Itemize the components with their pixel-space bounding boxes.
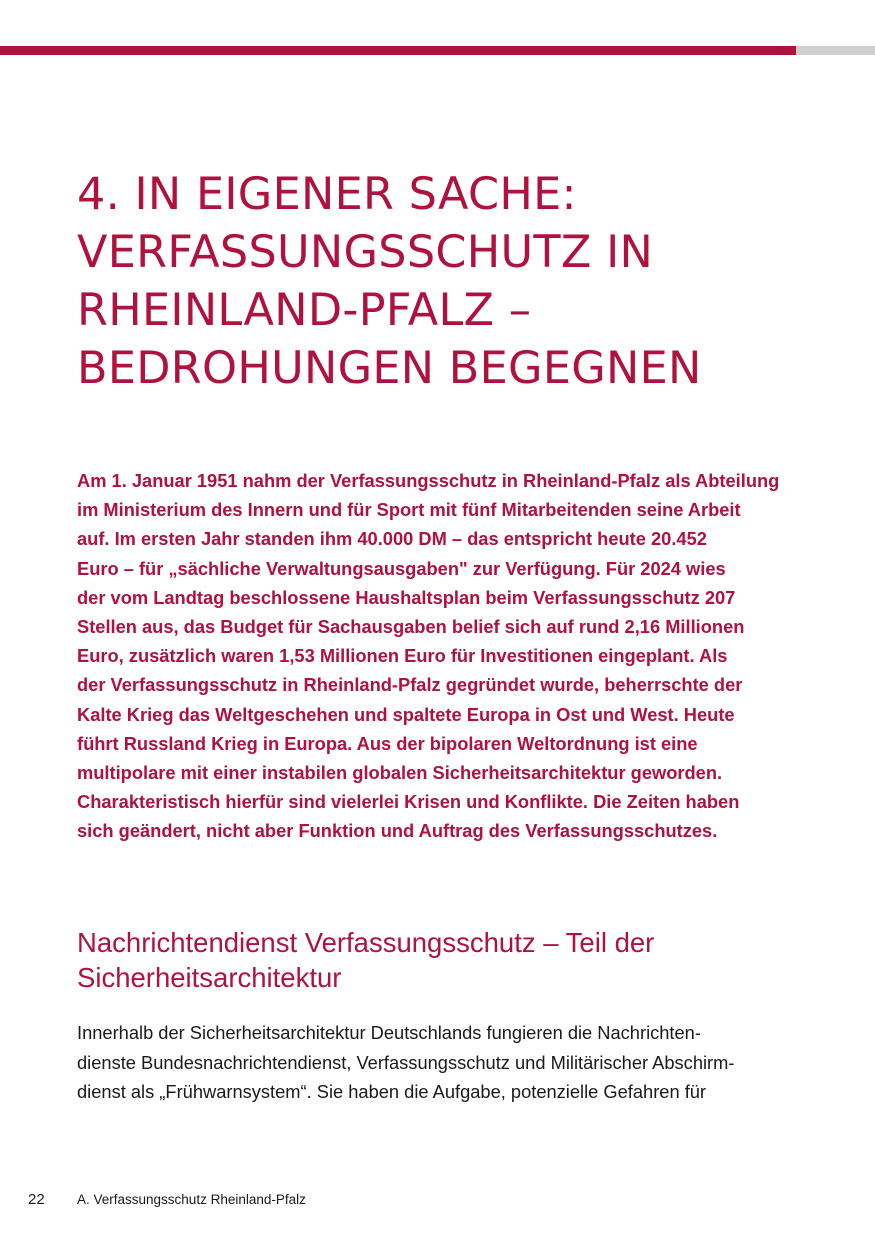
intro-line: Stellen aus, das Budget für Sachausgaben belief sich auf rund 2,16 Millionen	[77, 616, 745, 638]
intro-line: der Verfassungsschutz in Rheinland-Pfalz gegründet wurde, beherrschte der	[77, 674, 743, 696]
intro-paragraph	[77, 466, 837, 846]
intro-line: multipolare mit einer instabilen globalen Sicherheitsarchitektur geworden.	[77, 762, 723, 784]
header-secondary-bar	[796, 46, 875, 55]
intro-line: auf. Im ersten Jahr standen ihm 40.000 DM – das entspricht heute 20.452	[77, 528, 707, 550]
intro-line: sich geändert, nicht aber Funktion und Auftrag des Verfassungsschutzes.	[77, 820, 718, 842]
section-heading-line: Nachrichtendienst Verfassungsschutz – Teil der	[77, 927, 655, 958]
intro-line: Am 1. Januar 1951 nahm der Verfassungsschutz in Rheinland-Pfalz als Abteilung	[77, 470, 780, 491]
chapter-title-line: BEDROHUNGEN BEGEGNEN	[77, 343, 702, 394]
intro-line: im Ministerium des Innern und für Sport mit fünf Mitarbeitenden seine Arbeit	[77, 499, 741, 521]
section-heading	[77, 925, 837, 995]
intro-line: Euro – für „sächliche Verwaltungsausgaben" zur Verfügung. Für 2024 wies	[77, 557, 726, 579]
intro-line: der vom Landtag beschlossene Haushaltsplan beim Verfassungsschutz 207	[77, 586, 736, 608]
intro-line: Euro, zusätzlich waren 1,53 Millionen Euro für Investitionen eingeplant. Als	[77, 645, 728, 667]
header-accent-bar	[0, 46, 796, 55]
chapter-title-line: VERFASSUNGSSCHUTZ IN	[77, 227, 654, 278]
intro-line: führt Russland Krieg in Europa. Aus der bipolaren Weltordnung ist eine	[77, 732, 698, 754]
chapter-title	[77, 166, 837, 398]
intro-line: Kalte Krieg das Weltgeschehen und spaltete Europa in Ost und West. Heute	[77, 703, 735, 725]
running-footer-title: A. Verfassungsschutz Rheinland-Pfalz	[77, 1192, 306, 1207]
chapter-title-line: RHEINLAND-PFALZ –	[77, 285, 532, 336]
body-line: dienste Bundesnachrichtendienst, Verfassungsschutz und Militärischer Abschirm-	[77, 1051, 735, 1073]
section-heading-line: Sicherheitsarchitektur	[77, 962, 342, 993]
body-line: Innerhalb der Sicherheitsarchitektur Deutschlands fungieren die Nachrichten-	[77, 1022, 701, 1043]
chapter-title-line: 4. IN EIGENER SACHE:	[77, 169, 577, 220]
page-number: 22	[28, 1191, 45, 1208]
section-body-paragraph	[77, 1018, 837, 1107]
intro-line: Charakteristisch hierfür sind vielerlei Krisen und Konflikte. Die Zeiten haben	[77, 791, 740, 813]
body-line: dienst als „Frühwarnsystem“. Sie haben die Aufgabe, potenzielle Gefahren für	[77, 1081, 707, 1102]
